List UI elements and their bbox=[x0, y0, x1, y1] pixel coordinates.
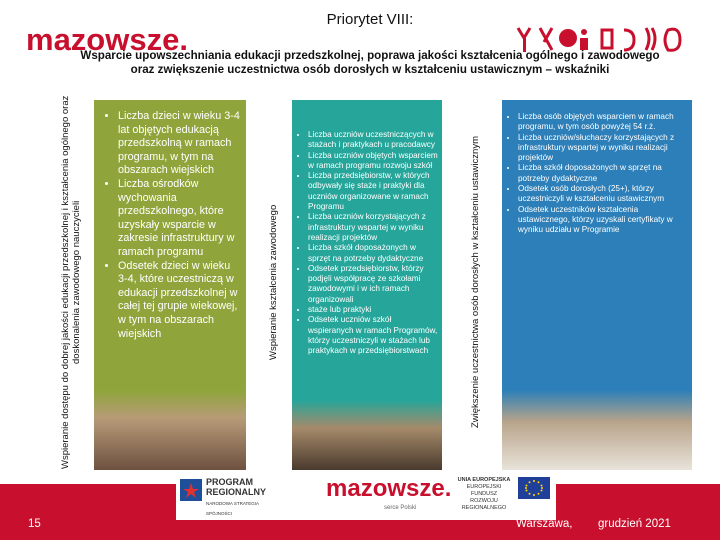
column-panel-adult-learning bbox=[502, 100, 692, 470]
indicator-item: • Odsetek uczniów szkół wspieranych w ramach Programów, którzy uczestniczyli w stażach lub praktykach w przedsiębiorstwach bbox=[308, 315, 438, 356]
slide-title: Priorytet VIII: bbox=[326, 11, 414, 28]
eu-text bbox=[454, 477, 514, 512]
indicator-item: • Liczba dzieci w wieku 3-4 lat objętych edukacją przedszkolną w ramach programu, w tym na obszarach wiejskich bbox=[118, 110, 240, 178]
indicator-item: • staże lub praktyki bbox=[308, 305, 438, 315]
photo-adults-placeholder bbox=[502, 390, 692, 470]
footer-place: Warszawa, bbox=[516, 518, 573, 530]
photo-student-placeholder bbox=[292, 400, 442, 470]
indicator-item: • Odsetek przedsiębiorstw, którzy podjęli współpracę ze szkołami zawodowymi i w ich ramach organizowali bbox=[308, 264, 438, 305]
indicator-item: • Odsetek dzieci w wieku 3-4, które uczestniczą w edukacji przedszkolnej w całej tej grupie wiekowej, w tym na obszarach wiejskich bbox=[118, 260, 240, 342]
photo-children-placeholder bbox=[94, 390, 246, 470]
program-line-3: NARODOWA STRATEGIA SPÓJNOŚCI bbox=[206, 501, 259, 516]
program-regionalny-logo bbox=[180, 475, 280, 520]
column-label-adult-learning: Zwiększenie uczestnictwa osób dorosłych w kształceniu ustawicznym bbox=[470, 136, 481, 429]
mazowsze-small-logo bbox=[326, 475, 452, 520]
indicator-item: • Liczba szkół doposażonych w sprzęt na potrzeby dydaktyczne bbox=[308, 243, 438, 264]
page-number: 15 bbox=[28, 518, 41, 530]
mazowsze-small-wordmark: mazowsze. bbox=[326, 475, 452, 502]
column-panel-preschool bbox=[94, 100, 246, 470]
indicator-item: • Liczba uczniów/słuchaczy korzystających z infrastruktury wspartej w wyniku realizacji projektów bbox=[518, 133, 688, 164]
footer-date: grudzień 2021 bbox=[598, 518, 671, 530]
mazowsze-small-tag: serce Polski bbox=[384, 505, 417, 511]
star-flag-icon bbox=[180, 479, 202, 501]
indicator-item: • Liczba uczniów uczestniczących w stażach i praktykach u pracodawcy bbox=[308, 130, 438, 151]
slide-subtitle bbox=[40, 49, 700, 77]
eu-line-2: EUROPEJSKI FUNDUSZ bbox=[466, 484, 502, 497]
brand-logo: mazowsze. bbox=[26, 22, 188, 57]
column-adult-learning bbox=[470, 95, 695, 470]
indicator-item: • Liczba uczniów korzystających z infrastruktury wspartej w wyniku realizacji projektów bbox=[308, 212, 438, 243]
column-label-vocational: Wspieranie kształcenia zawodowego bbox=[268, 204, 279, 361]
indicator-item: • Liczba szkół doposażonych w sprzęt na potrzeby dydaktyczne bbox=[518, 163, 688, 184]
logo-strip bbox=[176, 475, 556, 520]
indicator-item: • Liczba uczniów objętych wsparciem w ramach programu rozwoju szkół bbox=[308, 151, 438, 172]
indicator-item: • Liczba osób objętych wsparciem w ramach programu, w tym osób powyżej 54 r.ż. bbox=[518, 112, 688, 133]
eu-line-1: UNIA EUROPEJSKA bbox=[457, 477, 511, 483]
indicator-item: • Odsetek uczestników kształcenia ustawicznego, którzy uzyskali certyfikaty w wyniku udziału w Programie bbox=[518, 205, 688, 236]
column-panel-vocational bbox=[292, 100, 442, 470]
column-label-preschool: Wspieranie dostępu do dobrej jakości edukacji przedszkolnej i kształcenia ogólnego oraz doskonalenia zawodowego nauczycieli bbox=[60, 95, 82, 470]
eu-flag-icon bbox=[518, 477, 550, 499]
program-line-2: REGIONALNY bbox=[206, 487, 267, 497]
subtitle-line-2: oraz zwiększenie uczestnictwa osób dorosłych w kształceniu ustawicznym – wskaźniki bbox=[130, 63, 610, 76]
indicator-item: • Liczba przedsiębiorstw, w których odbywały się staże i praktyki dla uczniów organizowane w ramach Programu bbox=[308, 171, 438, 212]
column-vocational bbox=[268, 95, 468, 470]
program-line-1: PROGRAM bbox=[206, 477, 253, 487]
eu-line-3: ROZWOJU REGIONALNEGO bbox=[461, 498, 507, 511]
eu-logo bbox=[454, 475, 552, 520]
indicator-item: • Liczba ośrodków wychowania przedszkolnego, które uzyskały wsparcie w zakresie infrastruktury w ramach programu bbox=[118, 178, 240, 260]
subtitle-line-1: Wsparcie upowszechniania edukacji przedszkolnej, poprawa jakości kształcenia ogólnego i zawodowego bbox=[80, 49, 660, 62]
column-preschool bbox=[60, 95, 250, 470]
indicator-item: • Odsetek osób dorosłych (25+), którzy uczestniczyli w kształceniu ustawicznym bbox=[518, 184, 688, 205]
